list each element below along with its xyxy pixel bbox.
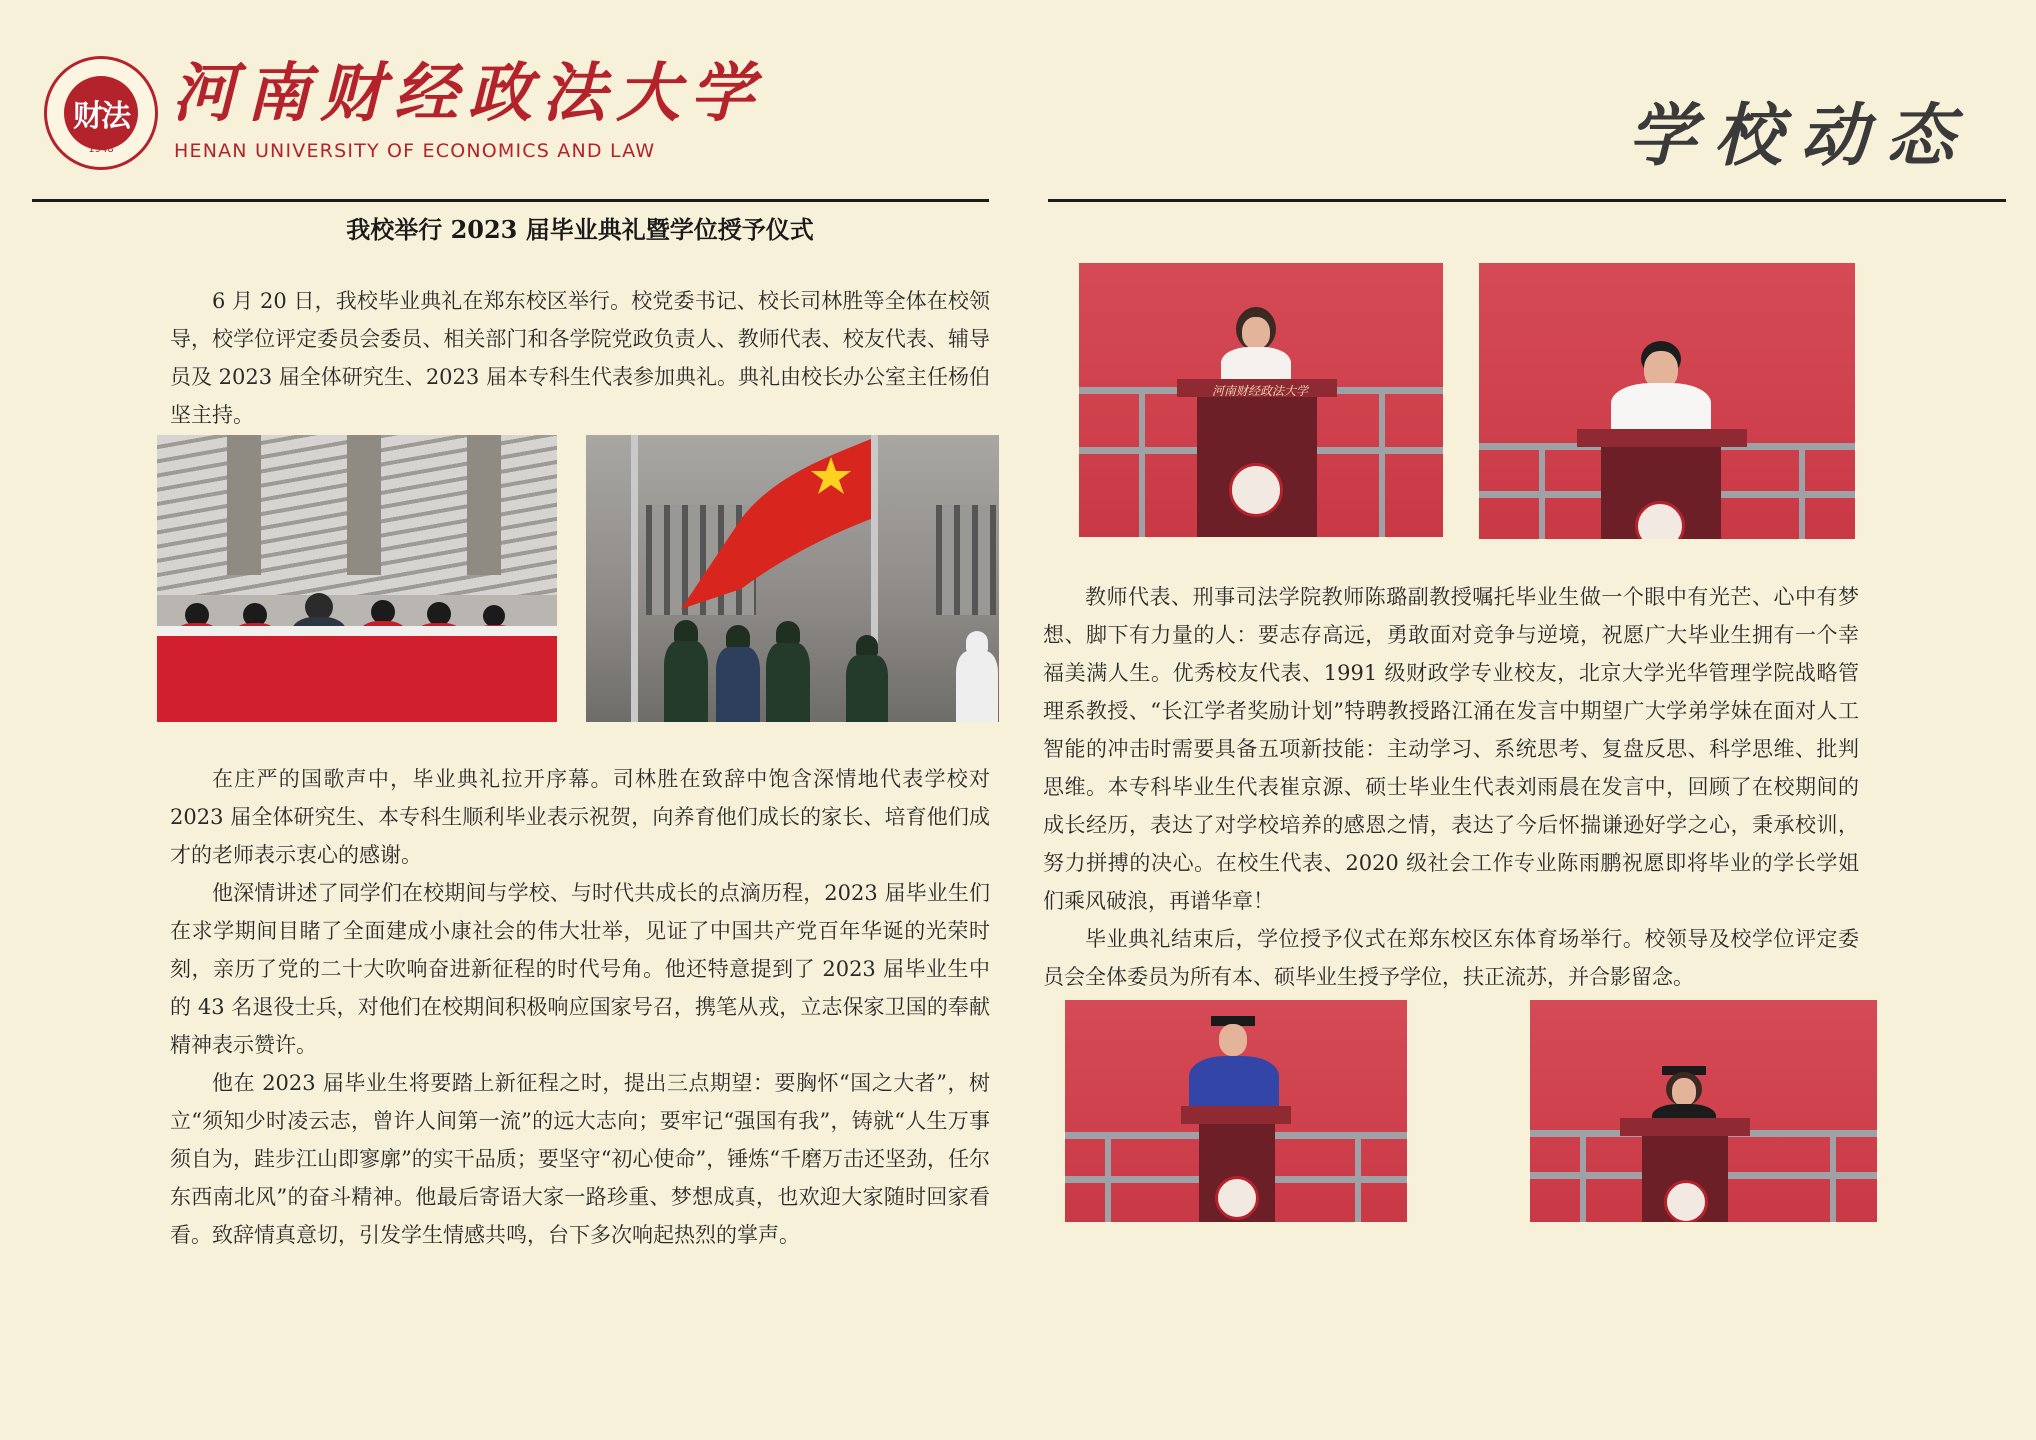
photo-teacher-speech bbox=[1079, 263, 1443, 537]
article-title: 我校举行 2023 届毕业典礼暨学位授予仪式 bbox=[346, 215, 814, 244]
paragraph-degree-ceremony: 毕业典礼结束后，学位授予仪式在郑东校区东体育场举行。校领导及校学位评定委员会全体委员为所有本、硕毕业生授予学位，扶正流苏，并合影留念。 bbox=[1043, 927, 1859, 989]
university-name-english: HENAN UNIVERSITY OF ECONOMICS AND LAW bbox=[174, 140, 656, 162]
lectern-banner-text-1: 河南财经政法大学 bbox=[1211, 384, 1308, 398]
paragraph-journey: 他深情讲述了同学们在校期间与学校、与时代共成长的点滴历程，2023 届毕业生们在求学期间目睹了全面建成小康社会的伟大壮举，见证了中国共产党百年华诞的光荣时刻，亲历了党的二十大吹响奋进新征程的时代号角。他还特意提到了 2023 届毕业生中的 43 名退役士兵，对他们在校期间积极响应国家号召，携笔从戎，立志保家卫国的奉献精神表示赞许。 bbox=[170, 881, 990, 1057]
header-divider-right bbox=[1048, 199, 2006, 202]
university-name-chinese: 河南财经政法大学 bbox=[172, 56, 764, 131]
photo-graduate-speech-male bbox=[1065, 1000, 1407, 1222]
paragraph-expectations: 他在 2023 届毕业生将要踏上新征程之时，提出三点期望：要胸怀“国之大者”，树立“须知少时凌云志，曾许人间第一流”的远大志向；要牢记“强国有我”，铸就“人生万事须自为，跬步江山即寥廓”的实干品质；要坚守“初心使命”，锤炼“千磨万击还坚劲，任尔东西南北风”的奋斗精神。他最后寄语大家一路珍重、梦想成真，也欢迎大家随时回家看看。致辞情真意切，引发学生情感共鸣，台下多次响起热烈的掌声。 bbox=[170, 1071, 990, 1247]
left-intro-block bbox=[170, 282, 990, 434]
paragraph-intro: 6 月 20 日，我校毕业典礼在郑东校区举行。校党委书记、校长司林胜等全体在校领导，校学位评定委员会委员、相关部门和各学院党政负责人、教师代表、校友代表、辅导员及 2023 届全体研究生、2023 届本专科生代表参加典礼。典礼由校长办公室主任杨伯坚主持。 bbox=[170, 289, 990, 427]
right-body-block bbox=[1043, 578, 1859, 996]
paragraph-anthem: 在庄严的国歌声中，毕业典礼拉开序幕。司林胜在致辞中饱含深情地代表学校对 2023 届全体研究生、本专科生顺利毕业表示祝贺，向养育他们成长的家长、培育他们成才的老师表示衷心的感谢。 bbox=[170, 767, 990, 867]
paragraph-representatives: 教师代表、刑事司法学院教师陈璐副教授嘱托毕业生做一个眼中有光芒、心中有梦想、脚下有力量的人：要志存高远，勇敢面对竞争与逆境，祝愿广大毕业生拥有一个幸福美满人生。优秀校友代表、1991 级财政学专业校友，北京大学光华管理学院战略管理系教授、“长江学者奖励计划”特聘教授路江涌在发言中期望广大学弟学妹在面对人工智能的冲击时需要具备五项新技能：主动学习、系统思考、复盘反思、科学思维、批判思维。本专科毕业生代表崔京源、硕士毕业生代表刘雨晨在发言中，回顾了在校期间的成长经历，表达了对学校培养的感恩之情，表达了今后怀揣谦逊好学之心，秉承校训，努力拼搏的决心。在校生代表、2020 级社会工作专业陈雨鹏祝愿即将毕业的学长学姐们乘风破浪，再谱华章！ bbox=[1043, 585, 1859, 913]
photo-principal-speech bbox=[1479, 263, 1855, 539]
photo-graduate-speech-female bbox=[1530, 1000, 1877, 1222]
left-body-block bbox=[170, 760, 990, 1254]
header-divider-left bbox=[32, 199, 989, 202]
university-logo-seal bbox=[44, 56, 158, 170]
photo-flag-raising bbox=[586, 435, 999, 722]
logo-seal-center: 财法 bbox=[64, 76, 138, 150]
logo-seal-year: 1948 bbox=[88, 144, 114, 155]
photo-leaders-podium bbox=[157, 435, 557, 722]
section-title: 学校动态 bbox=[1628, 96, 1973, 176]
